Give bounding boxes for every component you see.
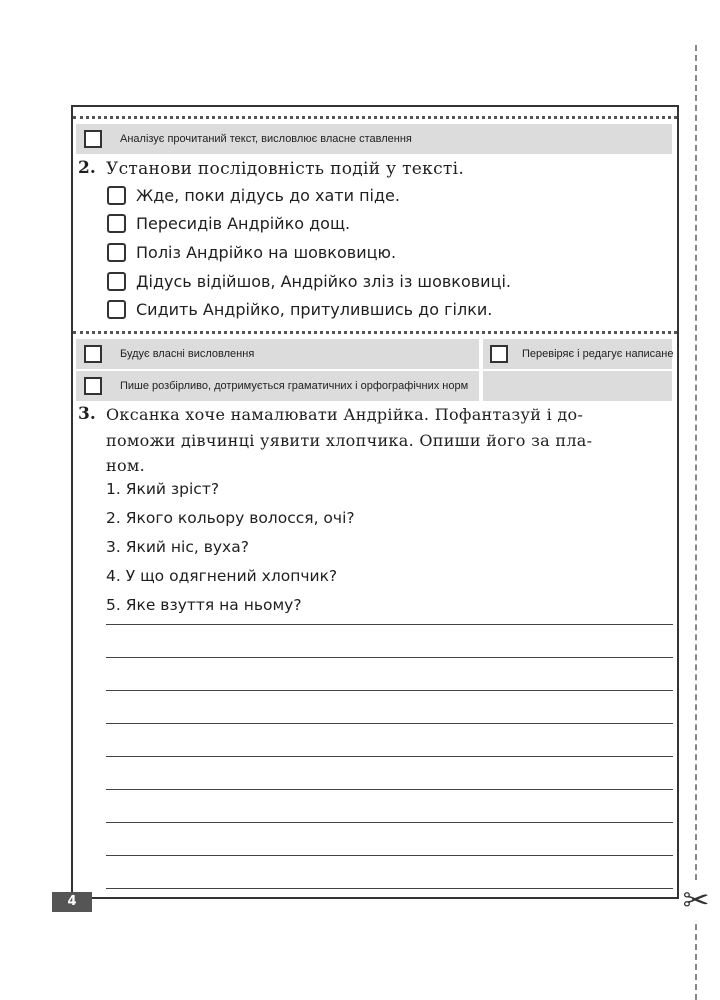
- task-text-line: Оксанка хоче намалювати Андрійка. Пофантазуй і до-: [106, 405, 584, 424]
- plan-item: 3. Який ніс, вуха?: [106, 538, 249, 556]
- assessment-label: Аналізує прочитаний текст, висловлює власне ставлення: [120, 133, 412, 145]
- assessment-label: Перевіряє і редагує написане: [522, 348, 674, 360]
- cut-line: [695, 45, 697, 1000]
- writing-line[interactable]: [106, 657, 673, 658]
- answer-box[interactable]: [107, 214, 126, 233]
- option-text: Дідусь відійшов, Андрійко зліз із шовковиці.: [136, 272, 511, 291]
- assessment-label: Будує власні висловлення: [120, 348, 255, 360]
- option-text: Сидить Андрійко, притулившись до гілки.: [136, 300, 493, 319]
- task-number: 2.: [78, 158, 96, 178]
- page-number: 4: [52, 892, 92, 912]
- task-text-line: поможи дівчинці уявити хлопчика. Опиши його за пла-: [106, 431, 593, 450]
- plan-item: 1. Який зріст?: [106, 480, 220, 498]
- option-text: Пересидів Андрійко дощ.: [136, 214, 351, 233]
- assessment-checkbox[interactable]: [84, 130, 102, 148]
- dotted-separator-top: [73, 116, 677, 119]
- assessment-checkbox[interactable]: [490, 345, 508, 363]
- plan-item: 2. Якого кольору волосся, очі?: [106, 509, 355, 527]
- writing-line[interactable]: [106, 888, 673, 889]
- writing-line[interactable]: [106, 789, 673, 790]
- dotted-separator-mid: [73, 331, 677, 334]
- plan-item: 5. Яке взуття на ньому?: [106, 596, 302, 614]
- plan-item: 4. У що одягнений хлопчик?: [106, 567, 338, 585]
- option-text: Поліз Андрійко на шовковицю.: [136, 243, 397, 262]
- option-text: Жде, поки дідусь до хати піде.: [136, 186, 400, 205]
- task-title: Установи послідовність подій у тексті.: [106, 159, 465, 179]
- answer-box[interactable]: [107, 186, 126, 205]
- task-number: 3.: [78, 404, 96, 424]
- writing-line[interactable]: [106, 822, 673, 823]
- answer-box[interactable]: [107, 300, 126, 319]
- writing-line[interactable]: [106, 723, 673, 724]
- writing-line[interactable]: [106, 855, 673, 856]
- writing-line[interactable]: [106, 624, 673, 625]
- assessment-bar-empty: [483, 371, 672, 401]
- assessment-checkbox[interactable]: [84, 345, 102, 363]
- answer-box[interactable]: [107, 243, 126, 262]
- assessment-label: Пише розбірливо, дотримується граматичних і орфографічних норм: [120, 380, 469, 392]
- answer-box[interactable]: [107, 272, 126, 291]
- scissors-icon: ✂: [679, 880, 713, 920]
- writing-line[interactable]: [106, 690, 673, 691]
- assessment-checkbox[interactable]: [84, 377, 102, 395]
- task-text-line: ном.: [106, 456, 146, 475]
- writing-line[interactable]: [106, 756, 673, 757]
